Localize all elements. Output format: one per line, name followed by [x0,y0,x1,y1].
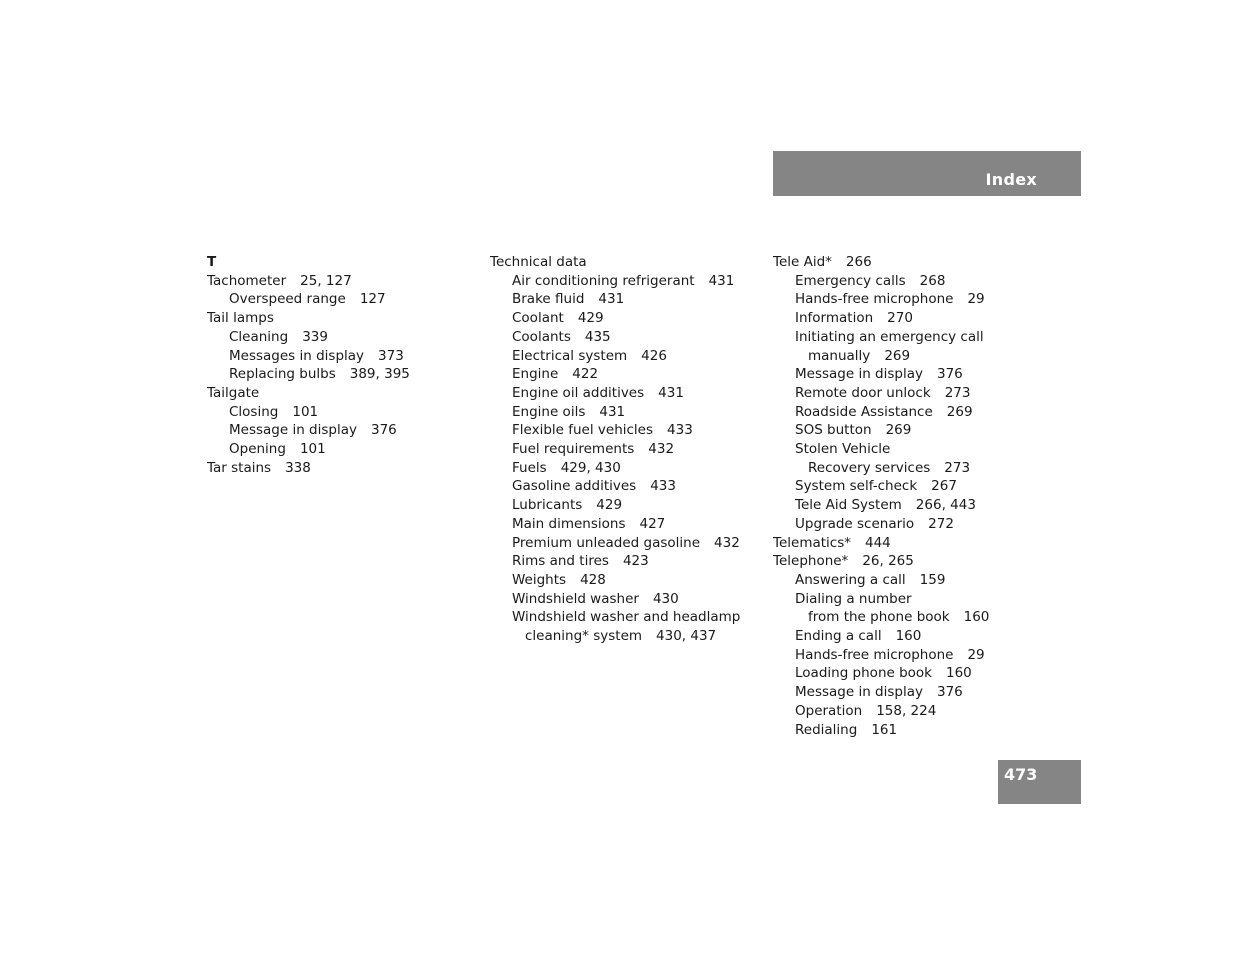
index-term: Engine oils [512,403,586,420]
index-entry [490,253,760,272]
index-page-reference[interactable]: 269 [884,347,911,364]
index-entry [490,272,760,291]
index-entry [773,290,1043,309]
index-term: Windshield washer [512,590,639,607]
index-term: SOS button [795,422,872,439]
page-number: 473 [1004,765,1038,784]
index-term: Windshield washer and headlamp [512,609,741,626]
index-page-reference[interactable]: 431 [708,272,735,289]
index-page-reference[interactable]: 266, 443 [915,497,976,514]
index-page-reference[interactable]: 427 [639,515,666,532]
index-entry [490,403,760,422]
index-entry [207,384,477,403]
page-number-box [998,760,1081,804]
index-term: Message in display [795,366,923,383]
index-page-reference[interactable]: 272 [928,515,954,532]
index-page-reference[interactable]: 431 [598,291,625,308]
section-header-bar [773,151,1081,196]
index-entry [207,272,477,291]
index-term: Fuel requirements [512,441,635,458]
index-term: Answering a call [795,571,906,588]
index-term: Tar stains [207,459,272,476]
index-term: Roadside Assistance [795,403,933,420]
index-entry [773,403,1043,422]
index-entry [207,440,477,459]
index-page-reference[interactable]: 161 [871,721,898,738]
index-term: Emergency calls [795,272,906,289]
index-term: Hands-free microphone [795,291,954,308]
index-page-reference[interactable]: 422 [572,366,599,383]
index-term: Telephone* [773,553,849,570]
index-entry [773,552,1043,571]
index-page-reference[interactable]: 431 [658,384,684,401]
index-entry [490,290,760,309]
index-page-reference[interactable]: 29 [967,291,985,308]
index-term: manually [808,347,871,364]
index-page-reference[interactable]: 269 [885,422,912,439]
index-entry [490,477,760,496]
index-entry [773,534,1043,553]
index-entry [773,721,1043,740]
index-term: Electrical system [512,347,628,364]
index-page-reference[interactable]: 435 [584,328,611,345]
index-page-reference[interactable]: 376 [937,684,963,701]
index-term: Operation [795,702,863,719]
index-term: Engine oil additives [512,384,645,401]
index-entry [773,590,1043,609]
index-entry [773,496,1043,515]
index-entry [773,272,1043,291]
index-page-reference[interactable]: 429 [596,497,623,514]
index-page-reference[interactable]: 428 [580,571,606,588]
section-title: Index [985,170,1037,189]
index-term: Tele Aid System [795,497,902,514]
index-term: Lubricants [512,497,583,514]
index-column-3 [773,253,1043,739]
index-term: Tail lamps [207,310,274,327]
index-page-reference[interactable]: 273 [944,459,971,476]
index-page-reference[interactable]: 160 [946,665,972,682]
index-entry [490,627,760,646]
index-entry [490,496,760,515]
index-term: Loading phone book [795,665,932,682]
index-entry [207,328,477,347]
index-term: Hands-free microphone [795,646,954,663]
index-page-reference[interactable]: 423 [622,553,649,570]
index-page-reference[interactable]: 433 [667,422,693,439]
index-page-reference[interactable]: 338 [285,459,311,476]
index-page-reference[interactable]: 339 [302,328,328,345]
index-term: Premium unleaded gasoline [512,534,701,551]
index-term: Technical data [490,254,587,270]
index-page-reference[interactable]: 389, 395 [349,366,410,383]
index-entry [207,421,477,440]
index-term: Gasoline additives [512,478,637,495]
index-page-reference[interactable]: 270 [887,310,913,327]
index-term: Ending a call [795,628,882,645]
index-entry [490,440,760,459]
index-page-reference[interactable]: 432 [648,441,675,458]
index-entry [490,552,760,571]
index-entry [490,328,760,347]
index-term: Coolants [512,328,571,345]
index-entry [207,347,477,366]
index-term: Tailgate [207,384,260,401]
index-page-reference[interactable]: 25, 127 [300,272,352,289]
index-entry [490,384,760,403]
index-entry [773,627,1043,646]
index-entry [773,421,1043,440]
index-term: Message in display [229,422,357,439]
index-term: cleaning* system [525,628,643,645]
index-page-reference[interactable]: 101 [292,403,319,420]
index-entry [773,702,1043,721]
index-page-reference[interactable]: 160 [895,628,922,645]
index-term: Air conditioning refrigerant [512,272,695,289]
index-term: Stolen Vehicle [795,441,891,458]
index-entry [207,309,477,328]
index-term: System self-check [795,478,918,495]
index-term: Information [795,310,874,327]
index-letter-heading [207,253,477,272]
index-page-reference[interactable]: 431 [599,403,626,420]
index-page-reference[interactable]: 26, 265 [862,553,914,570]
index-page-reference[interactable]: 159 [919,571,946,588]
index-page-reference[interactable]: 269 [946,403,973,420]
index-page-reference[interactable]: 433 [650,478,676,495]
index-entry [773,459,1043,478]
index-page-reference[interactable]: 430, 437 [656,628,717,645]
index-entry [490,365,760,384]
index-term: Messages in display [229,347,365,364]
index-term: Message in display [795,684,923,701]
index-page-reference[interactable]: 373 [378,347,404,364]
index-page-reference[interactable]: 376 [371,422,397,439]
index-entry [207,459,477,478]
index-page-reference[interactable]: 160 [963,609,990,626]
index-entry [207,403,477,422]
index-page-reference[interactable]: 266 [845,254,872,270]
index-page-reference[interactable]: 429 [577,310,604,327]
index-page-reference[interactable]: 429, 430 [560,459,621,476]
index-entry [773,365,1043,384]
index-term: Remote door unlock [795,384,931,401]
index-term: T [207,254,217,270]
index-page-reference[interactable]: 127 [359,291,386,308]
index-entry [773,309,1043,328]
index-entry [773,664,1043,683]
index-term: Engine [512,366,559,383]
index-entry [207,365,477,384]
index-term: Main dimensions [512,515,626,532]
index-term: Upgrade scenario [795,515,915,532]
index-entry [490,590,760,609]
index-term: Telematics* [773,534,851,551]
index-page-reference[interactable]: 267 [931,478,957,495]
index-term: Redialing [795,721,858,738]
index-entry [490,571,760,590]
index-page-reference[interactable]: 444 [865,534,891,551]
index-entry [490,608,760,627]
index-term: Flexible fuel vehicles [512,422,654,439]
index-page-reference[interactable]: 426 [641,347,667,364]
index-term: from the phone book [808,609,950,626]
index-entry [773,571,1043,590]
index-term: Tele Aid* [773,254,832,270]
index-entry [207,290,477,309]
index-page-reference[interactable]: 101 [299,441,326,458]
index-entry [773,347,1043,366]
index-entry [490,421,760,440]
index-term: Brake fluid [512,291,585,308]
index-entry [773,440,1043,459]
index-page-reference[interactable]: 158, 224 [876,702,937,719]
index-entry [490,515,760,534]
index-entry [490,459,760,478]
index-page-reference[interactable]: 432 [714,534,740,551]
index-entry [490,347,760,366]
index-term: Opening [229,441,286,458]
index-term: Rims and tires [512,553,609,570]
index-term: Closing [229,403,279,420]
index-term: Dialing a number [795,590,912,607]
index-term: Fuels [512,459,547,476]
index-entry [773,328,1043,347]
index-page-reference[interactable]: 376 [937,366,963,383]
index-term: Recovery services [808,459,931,476]
index-page-reference[interactable]: 430 [652,590,679,607]
index-entry [773,608,1043,627]
index-term: Initiating an emergency call [795,328,984,345]
index-entry [773,477,1043,496]
index-page-reference[interactable]: 268 [919,272,946,289]
index-term: Replacing bulbs [229,366,336,383]
index-entry [773,253,1043,272]
index-page-reference[interactable]: 273 [944,384,971,401]
index-entry [490,534,760,553]
index-entry [490,309,760,328]
index-term: Tachometer [207,272,287,289]
index-entry [773,384,1043,403]
index-entry [773,646,1043,665]
index-column-1 [207,253,477,477]
index-term: Weights [512,571,567,588]
index-page-reference[interactable]: 29 [967,646,985,663]
index-entry [773,683,1043,702]
index-term: Cleaning [229,328,289,345]
index-term: Overspeed range [229,291,346,308]
index-term: Coolant [512,310,564,327]
index-column-2 [490,253,760,646]
index-entry [773,515,1043,534]
